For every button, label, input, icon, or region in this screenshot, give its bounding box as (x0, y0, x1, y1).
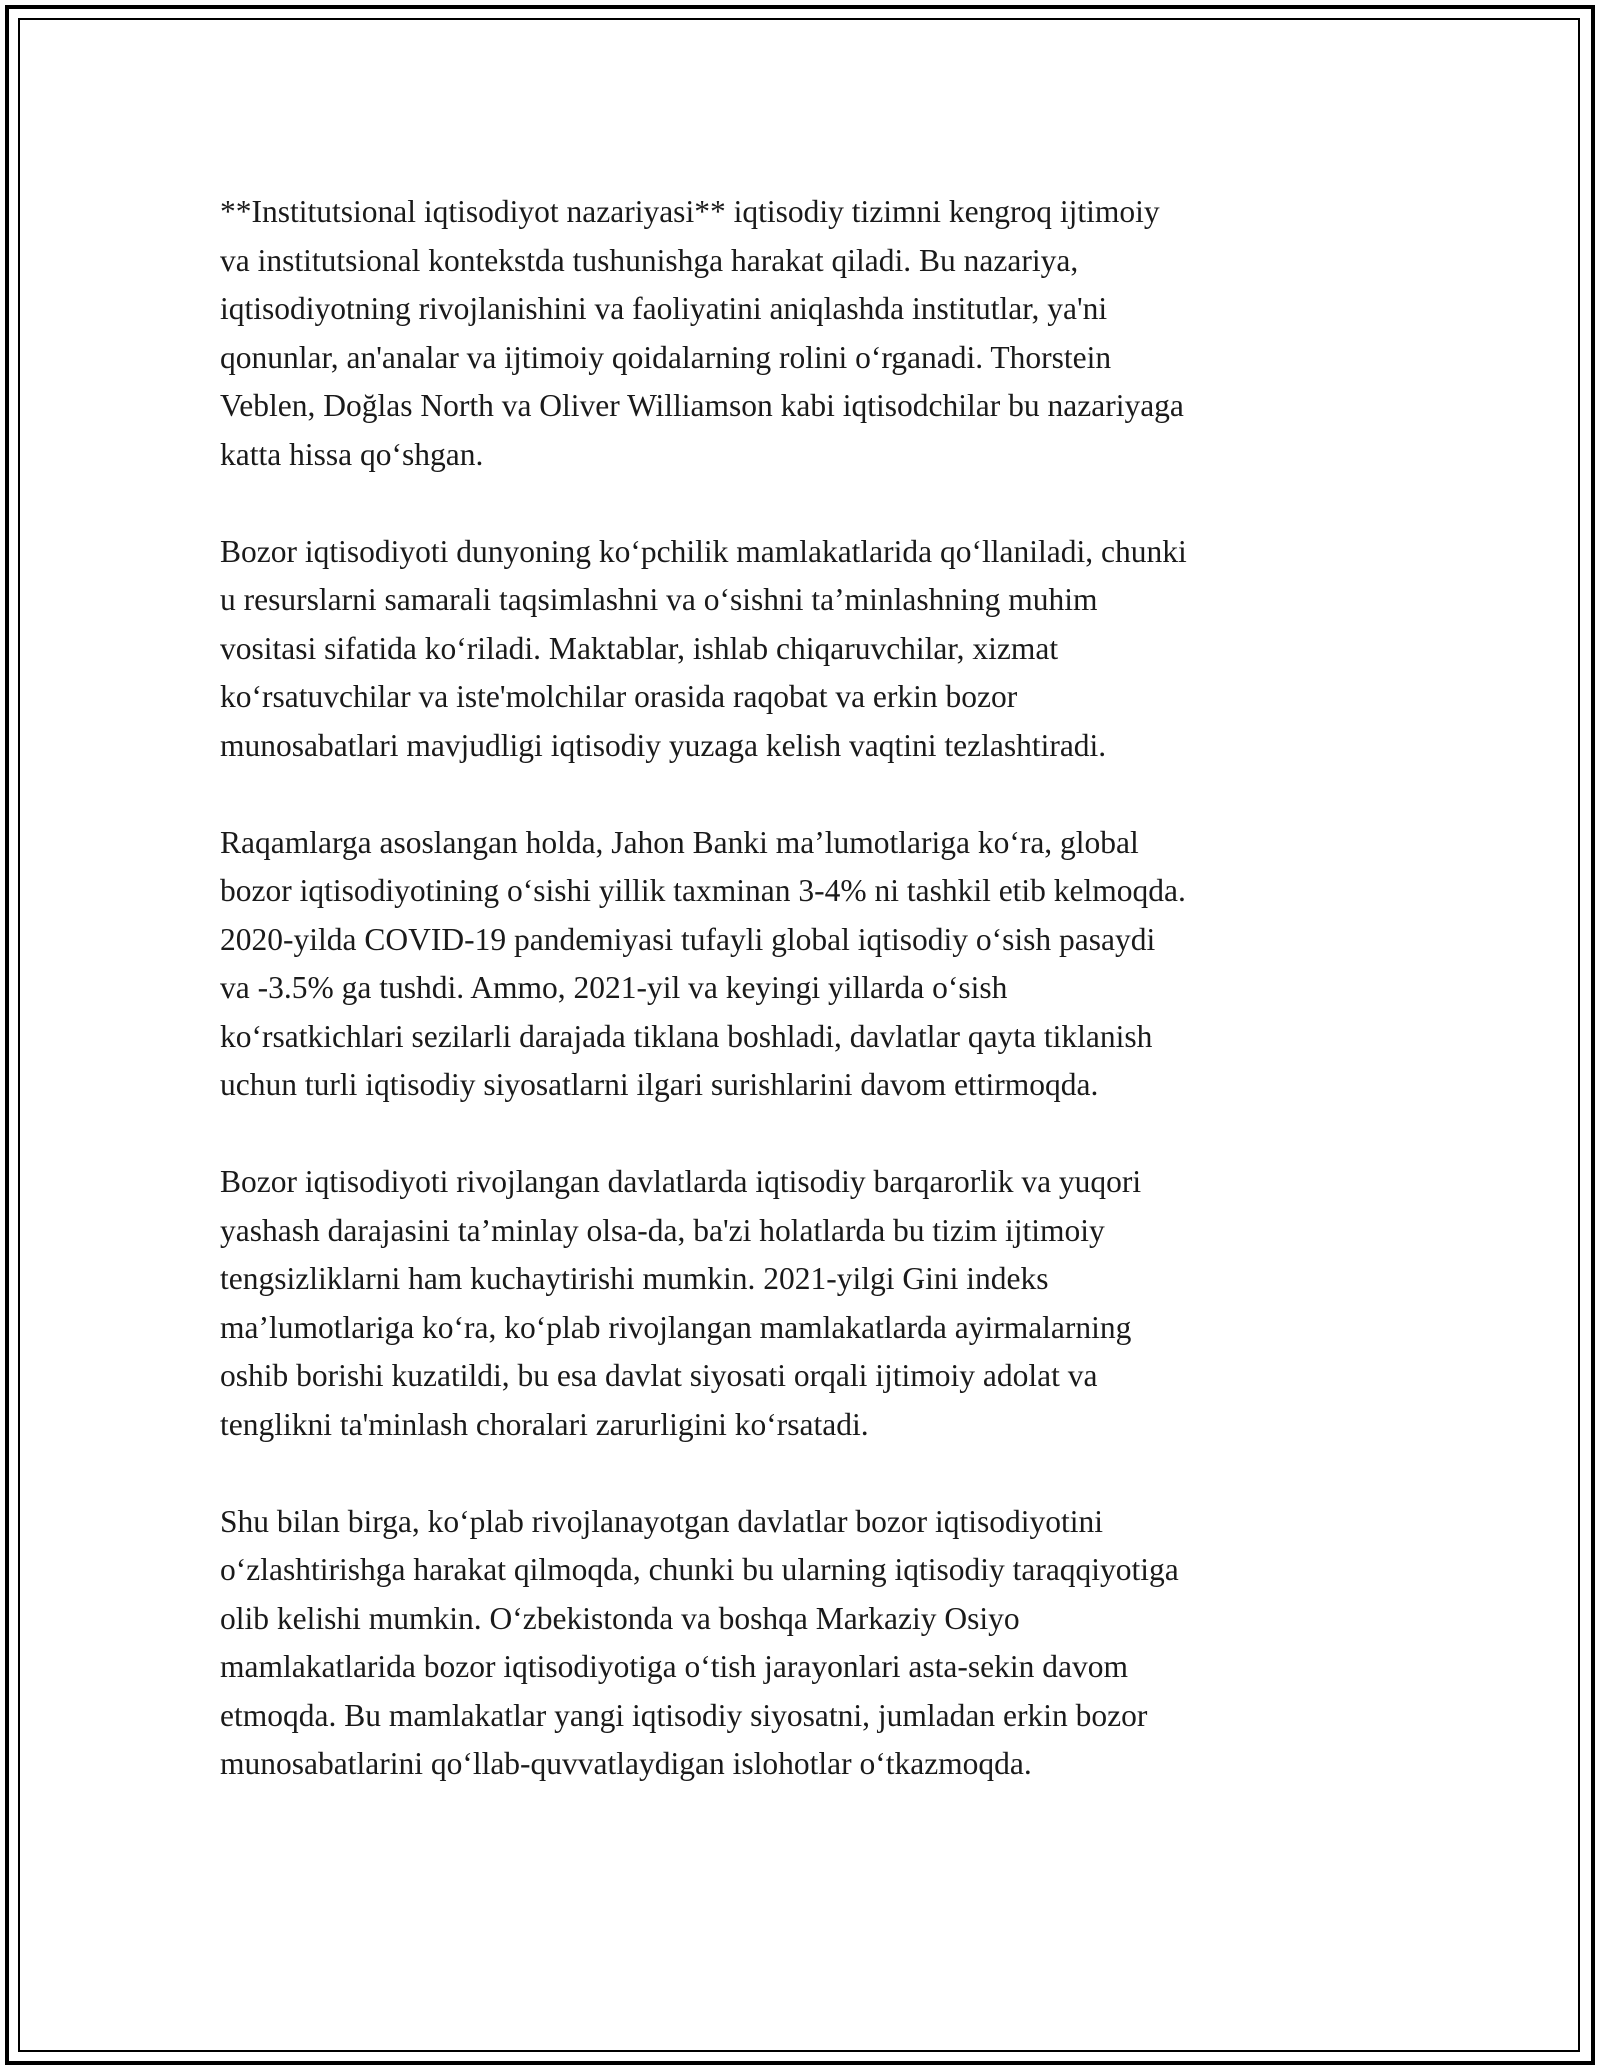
paragraph-developing-countries: Shu bilan birga, ko‘plab rivojlanayotgan davlatlar bozor iqtisodiyotini o‘zlashtirishga harakat qilmoqda, chunki bu ularning iqtisodiy taraqqiyotiga olib kelishi mumkin. O‘zbekistonda va boshqa Markaziy Osiyo mamlakatlarida bozor iqtisodiyotiga o‘tish jarayonlari asta-sekin davom etmoqda. Bu mamlakatlar yangi iqtisodiy siyosatni, jumladan erkin bozor munosabatlarini qo‘llab-quvvatlaydigan islohotlar o‘tkazmoqda. (220, 1503, 1179, 1781)
paragraph-market-economy: Bozor iqtisodiyoti dunyoning ko‘pchilik mamlakatlarida qo‘llaniladi, chunki u resurslarni samarali taqsimlashni va o‘sishni ta’minlashning muhim vositasi sifatida ko‘riladi. Maktablar, ishlab chiqaruvchilar, xizmat ko‘rsatuvchilar va iste'molchilar orasida raqobat va erkin bozor munosabatlari mavjudligi iqtisodiy yuzaga kelish vaqtini tezlashtiradi. (220, 533, 1187, 763)
paragraph-inequality: Bozor iqtisodiyoti rivojlangan davlatlarda iqtisodiy barqarorlik va yuqori yashash darajasini ta’minlay olsa-da, ba'zi holatlarda bu tizim ijtimoiy tengsizliklarni ham kuchaytirishi mumkin. 2021-yilgi Gini indeks ma’lumotlariga ko‘ra, ko‘plab rivojlangan mamlakatlarda ayirmalarning oshib borishi kuzatildi, bu esa davlat siyosati orqali ijtimoiy adolat va tenglikni ta'minlash choralari zarurligini ko‘rsatadi. (220, 1164, 1142, 1442)
paragraph-growth-statistics: Raqamlarga asoslangan holda, Jahon Banki ma’lumotlariga ko‘ra, global bozor iqtisodiyotining o‘sishi yillik taxminan 3-4% ni tashkil etib kelmoqda. 2020-yilda COVID-19 pandemiyasi tufayli global iqtisodiy o‘sish pasaydi va -3.5% ga tushdi. Ammo, 2021-yil va keyingi yillarda o‘sish ko‘rsatkichlari sezilarli darajada tiklana boshladi, davlatlar qayta tiklanish uchun turli iqtisodiy siyosatlarni ilgari surishlarini davom ettirmoqda. (220, 824, 1186, 1102)
paragraph-institutional-economics: **Institutsional iqtisodiyot nazariyasi** iqtisodiy tizimni kengroq ijtimoiy va institutsional kontekstda tushunishga harakat qiladi. Bu nazariya, iqtisodiyotning rivojlanishini va faoliyatini aniqlashda institutlar, ya'ni qonunlar, an'analar va ijtimoiy qoidalarning rolini o‘rganadi. Thorstein Veblen, Doğlas North va Oliver Williamson kabi iqtisodchilar bu nazariyaga katta hissa qo‘shgan. (220, 194, 1184, 472)
document-body (220, 188, 1370, 1837)
